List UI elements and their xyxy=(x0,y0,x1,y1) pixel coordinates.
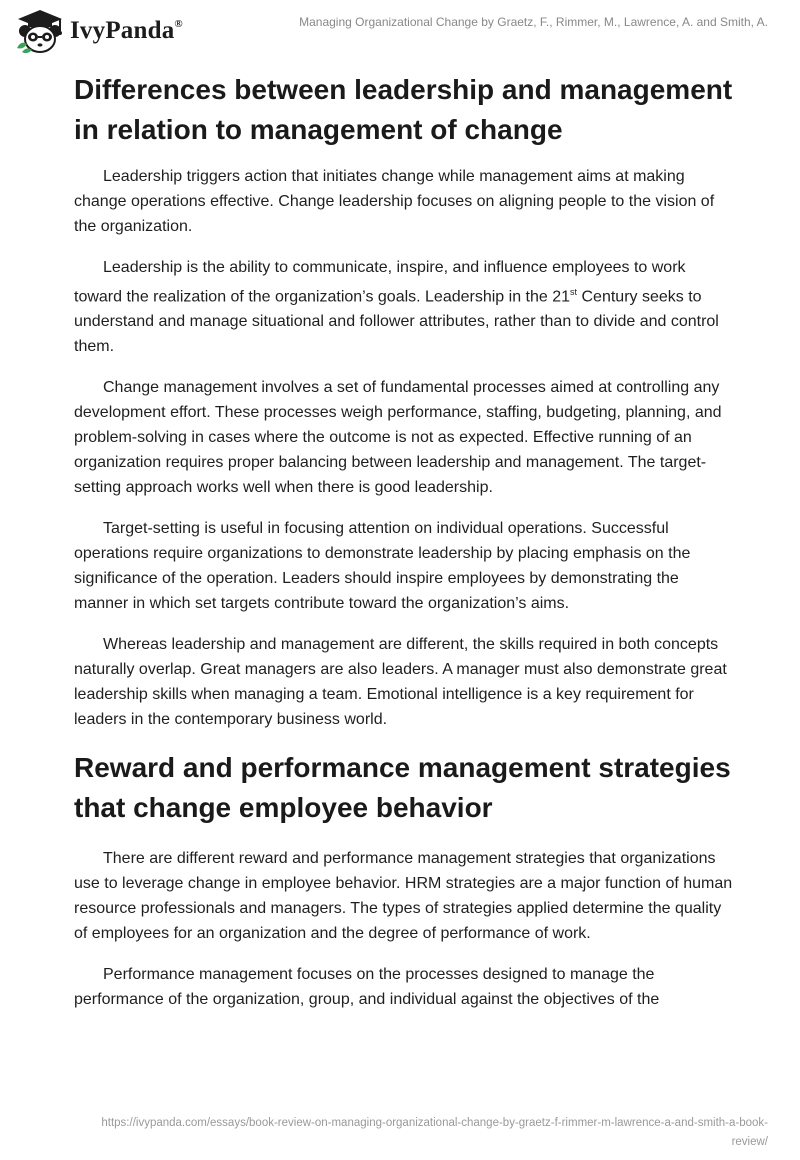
section-heading: Differences between leadership and management in relation to management of change xyxy=(74,74,733,145)
source-url-line1: https://ivypanda.com/essays/book-review-on-managing-organizational-change-by-graetz-f-rimmer-m-lawrence-a-and-smith-a-book- xyxy=(101,1117,768,1129)
paragraph: Change management involves a set of fundamental processes aimed at controlling any development effort. These processes weigh performance, staffing, budgeting, planning, and problem-solving in cases where the outcome is not as expected. Effective running of an organization requires proper balancing between leadership and management. The target-setting approach works well when there is good leadership. xyxy=(74,379,722,497)
paragraph: There are different reward and performance management strategies that organizations use to leverage change in employee behavior. HRM strategies are a major function of human resource professionals and managers. The types of strategies applied determine the quality of employees for an organization and the degree of performance of work. xyxy=(74,850,733,943)
panda-graduate-icon xyxy=(14,8,66,54)
paragraph: Whereas leadership and management are different, the skills required in both concepts naturally overlap. Great managers are also leaders. A manager must also demonstrate great leadership skills when managing a team. Emotional intelligence is a key requirement for leaders in the contemporary business world. xyxy=(74,636,727,729)
source-url-line2: review/ xyxy=(731,1136,768,1148)
paragraph: Leadership is the ability to communicate, inspire, and influence employees to work toward the realization of the organization’s goals. Leadership in the 21st Century seeks to understand and manage situational and follower attributes, rather than to divide and control them. xyxy=(74,259,719,356)
page-header xyxy=(0,0,800,60)
ivypanda-logo[interactable] xyxy=(14,8,183,54)
paragraph: Leadership triggers action that initiates change while management aims at making change operations effective. Change leadership focuses on aligning people to the vision of the organization. xyxy=(74,168,715,235)
paragraph: Performance management focuses on the processes designed to manage the performance of the organization, group, and individual against the objectives of the xyxy=(74,966,660,1009)
paragraph: Target-setting is useful in focusing attention on individual operations. Successful operations require organizations to demonstrate leadership by placing emphasis on the significance of the operation. Leaders should inspire employees by demonstrating the manner in which set targets contribute toward the organization’s aims. xyxy=(74,520,691,613)
logo-wordmark: IvyPanda® xyxy=(70,17,183,44)
source-url[interactable] xyxy=(0,1114,768,1152)
document-title: Managing Organizational Change by Graetz, F., Rimmer, M., Lawrence, A. and Smith, A. xyxy=(299,15,768,29)
article-body xyxy=(74,70,734,1028)
section-heading: Reward and performance management strategies that change employee behavior xyxy=(74,752,731,824)
